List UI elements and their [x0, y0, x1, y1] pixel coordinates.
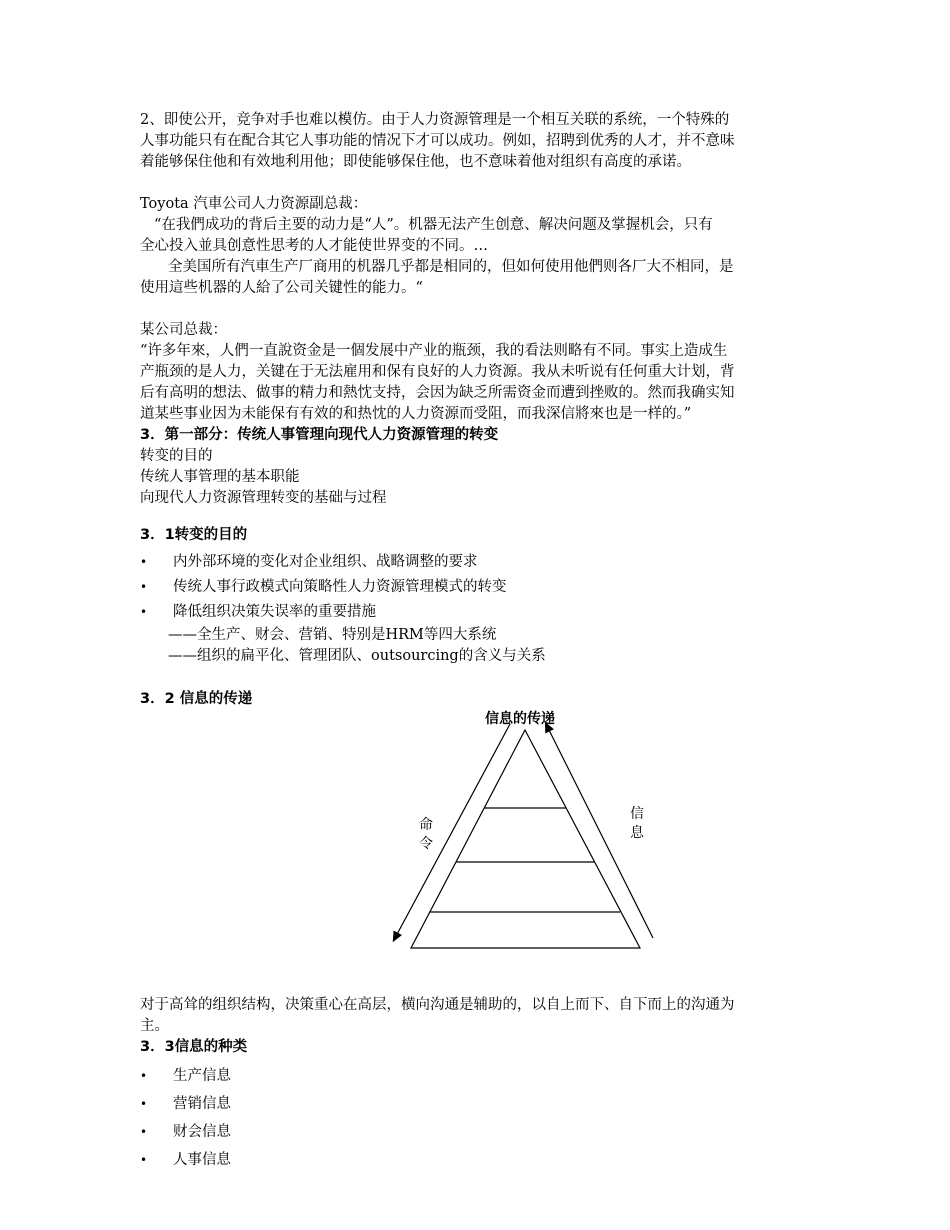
bullet-icon: •	[140, 555, 148, 569]
quote1-speaker: Toyota 汽車公司人力资源副总裁：	[140, 196, 368, 212]
dash-line: ——组织的扁平化、管理团队、outsourcing的含义与关系	[168, 648, 546, 664]
bullet-icon: •	[140, 1125, 148, 1139]
diagram-caption: 主。	[140, 1018, 169, 1034]
bullet-icon: •	[140, 605, 148, 619]
bullet-text: 人事信息	[173, 1152, 231, 1168]
bullet-text: 营销信息	[173, 1096, 231, 1112]
bullet-item	[140, 1118, 812, 1146]
section31-heading: 3．1转变的目的	[140, 527, 248, 543]
section33-heading: 3．3信息的种类	[140, 1039, 248, 1055]
para1-line: 人事功能只有在配合其它人事功能的情况下才可以成功。例如，招聘到优秀的人才，并不意味	[140, 133, 735, 149]
bullet-text: 传统人事行政模式向策略性人力资源管理模式的转变	[173, 579, 507, 595]
bullet-icon: •	[140, 580, 148, 594]
diagram-caption: 对于高耸的组织结构，决策重心在高层，横向沟通是辅助的，以自上而下、自下而上的沟通为	[140, 997, 735, 1013]
pyramid-diagram	[140, 710, 812, 995]
para1-line: 2、即使公开，竞争对手也难以模仿。由于人力资源管理是一个相互关联的系统，一个特殊的	[140, 112, 730, 128]
pyramid-svg	[140, 710, 812, 995]
section32-heading: 3．2 信息的传递	[140, 691, 253, 707]
section3-heading: 3．第一部分：传统人事管理向现代人力资源管理的转变	[140, 427, 499, 443]
bullet-item	[140, 1090, 812, 1118]
quote2-speaker: 某公司总裁：	[140, 322, 227, 338]
info-label: 信 息	[630, 806, 644, 841]
para1-line: 着能够保住他和有效地利用他；即使能够保住他，也不意味着他对组织有高度的承诺。	[140, 154, 691, 170]
quote1-line: “在我們成功的背后主要的动力是“人”。机器无法产生创意、解决问题及掌握机会，只有	[154, 217, 713, 233]
command-label: 命 令	[419, 817, 433, 852]
bullet-text: 降低组织决策失误率的重要措施	[173, 604, 376, 620]
diagram-title: 信息的传递	[485, 711, 555, 727]
bullet-item	[140, 1062, 812, 1090]
command-arrow	[395, 724, 510, 938]
bullet-text: 生产信息	[173, 1068, 231, 1084]
pyramid-outline	[411, 730, 640, 948]
bullet-icon: •	[140, 1097, 148, 1111]
bullet-icon: •	[140, 1153, 148, 1167]
dash-line: ——全生产、财会、营销、特别是HRM等四大系统	[168, 627, 497, 643]
bullet-item	[140, 600, 812, 625]
quote1-line: 使用這些机器的人給了公司关键性的能力。“	[140, 280, 423, 296]
document-page	[140, 110, 812, 1174]
quote2-line: 道某些事业因为未能保有有效的和热忱的人力资源而受阻，而我深信將來也是一样的。”	[140, 406, 692, 422]
bullet-text: 内外部环境的变化对企业组织、战略调整的要求	[173, 554, 478, 570]
bullet-text: 财会信息	[173, 1124, 231, 1140]
bullet-icon: •	[140, 1069, 148, 1083]
quote2-line: 后有高明的想法、做事的精力和熱忱支持，会因为缺乏所需资金而遭到挫败的。然而我确实知	[140, 385, 735, 401]
bullet-item	[140, 550, 812, 575]
section3-item: 向现代人力资源管理转变的基础与过程	[140, 490, 387, 506]
quote1-line: 全心投入並具创意性思考的人才能使世界变的不同。…	[140, 238, 488, 254]
quote2-line: 产瓶颈的是人力，关键在于无法雇用和保有良好的人力资源。我从未听说有任何重大计划，背	[140, 364, 735, 380]
bullet-item	[140, 575, 812, 600]
quote1-line: 全美国所有汽車生产厂商用的机器几乎都是相同的，但如何使用他們则各厂大不相同，是	[168, 259, 734, 275]
section3-item: 转变的目的	[140, 448, 213, 464]
bullet-item	[140, 1146, 812, 1174]
quote2-line: “许多年來，人們一直說资金是一個发展中产业的瓶颈，我的看法则略有不同。事实上造成生	[140, 343, 728, 359]
section3-item: 传统人事管理的基本职能	[140, 469, 300, 485]
